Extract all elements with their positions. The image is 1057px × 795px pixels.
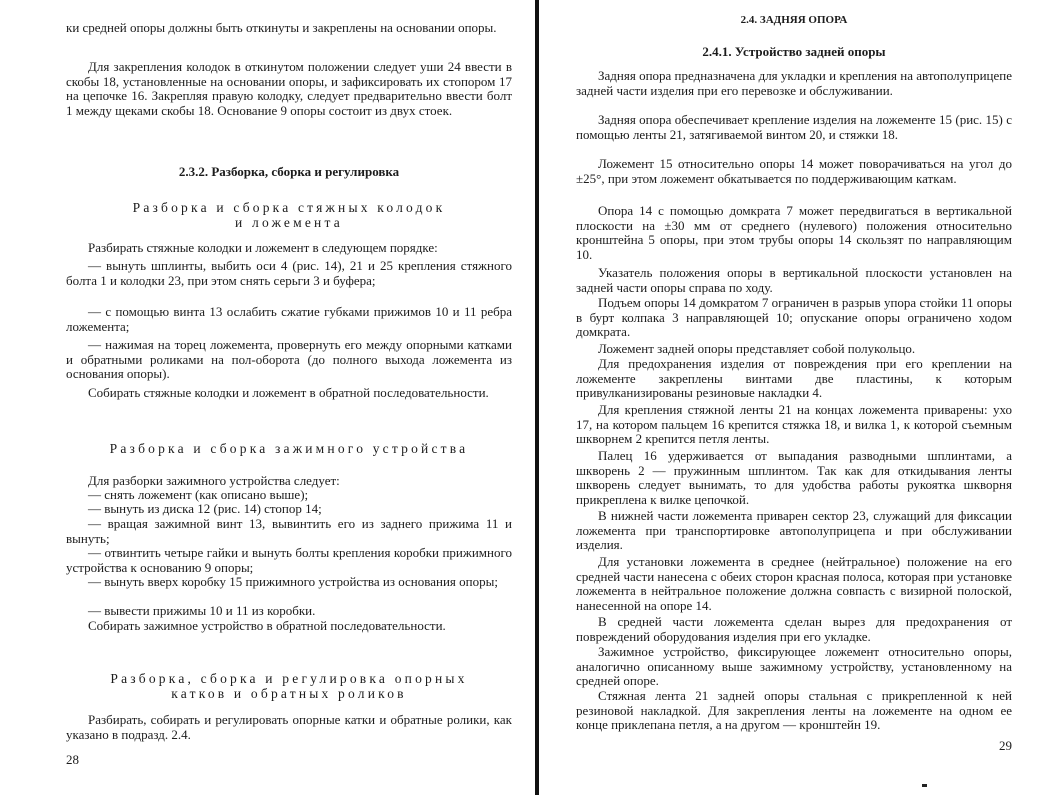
paragraph: Для установки ложемента в среднее (нейтральное) положение на его средней части нанесена с обеих сторон красная полоса, которая при установке ложемента в нейтральное положение должна совпасть с визирной полоской, нанесенной на опоре 14. bbox=[576, 554, 1012, 613]
scan-speck bbox=[922, 784, 927, 787]
paragraph: Опора 14 с помощью домкрата 7 может передвигаться в вертикальной плоскости на ±30 мм от среднего (нулевого) положения относительно кронштейна 5 опоры, при этом трубы опоры 14 скользят по направляющим 10. bbox=[576, 203, 1012, 262]
paragraph: В нижней части ложемента приварен сектор 23, служащий для фиксации ложемента при транспортировке автополуприцепа и при обслуживании изделия. bbox=[576, 508, 1012, 553]
paragraph: Для крепления стяжной ленты 21 на концах ложемента приварены: ухо 17, на котором пальцем 16 крепится стяжка 18, и вилка 1, к которой съемным шкворнем 2 крепится петля ленты. bbox=[576, 402, 1012, 447]
paragraph: Ложемент 15 относительно опоры 14 может поворачиваться на угол до ±25°, при этом ложемент обкатывается по поддерживающим каткам. bbox=[576, 156, 1012, 186]
paragraph: Стяжная лента 21 задней опоры стальная с прикрепленной к ней резиновой накладкой. Для закрепления ленты на ложементе на одном ее конце приклепана петля, а на другом — кронштейн 19. bbox=[576, 688, 1012, 733]
paragraph: Задняя опора предназначена для укладки и крепления на автополуприцепе задней части изделия при его перевозке и обслуживании. bbox=[576, 68, 1012, 98]
section-title: 2.4.1. Устройство задней опоры bbox=[702, 44, 886, 59]
list-item: — вращая зажимной винт 13, вывинтить его из заднего прижима 11 и вынуть; bbox=[66, 516, 512, 546]
list-item: — нажимая на торец ложемента, провернуть его между опорными катками и обратными роликами на пол-оборота (до полного выхода ложемента из основания опоры). bbox=[66, 337, 512, 382]
heading-line: Разборка, сборка и регулировка опорных bbox=[110, 671, 468, 686]
paragraph: Зажимное устройство, фиксирующее ложемент относительно опоры, аналогично описанному выше зажимному устройству, установленному на средней опоре. bbox=[576, 644, 1012, 689]
list-item: — отвинтить четыре гайки и вынуть болты крепления коробки прижимного устройства к основанию 9 опоры; bbox=[66, 545, 512, 575]
list-item: — с помощью винта 13 ослабить сжатие губками прижимов 10 и 11 ребра ложемента; bbox=[66, 304, 512, 334]
heading-line: катков и обратных роликов bbox=[171, 686, 407, 701]
book-spine bbox=[535, 0, 539, 795]
list-item: — вынуть шплинты, выбить оси 4 (рис. 14), 21 и 25 крепления стяжного болта 1 и колодки 23, при этом снять серьги 3 и буфера; bbox=[66, 258, 512, 288]
paragraph: Палец 16 удерживается от выпадания разводными шплинтами, а шкворень 2 — пружинным шплинтом. Так как для откидывания ленты шкворень следует вынимать, то для удобства работы рукоятка шкворня прикреплена к вилке цепочкой. bbox=[576, 448, 1012, 507]
paragraph: Ложемент задней опоры представляет собой полукольцо. bbox=[598, 341, 916, 356]
paragraph: Задняя опора обеспечивает крепление изделия на ложементе 15 (рис. 15) с помощью ленты 21, затягиваемой винтом 20, и стяжки 18. bbox=[576, 112, 1012, 142]
list-item: — вынуть вверх коробку 15 прижимного устройства из основания опоры; bbox=[88, 574, 498, 589]
paragraph: Подъем опоры 14 домкратом 7 ограничен в разрыв упора стойки 11 опоры в бурт колпака 3 направляющей 10; опускание опоры ограничено ходом домкрата. bbox=[576, 295, 1012, 340]
page-number: 28 bbox=[66, 752, 79, 767]
section-title: 2.3.2. Разборка, сборка и регулировка bbox=[178, 164, 400, 179]
heading-line: Разборка и сборка стяжных колодок bbox=[132, 200, 446, 215]
page-number: 29 bbox=[999, 738, 1012, 753]
heading-line: и ложемента bbox=[235, 215, 343, 230]
paragraph: Для предохранения изделия от повреждения при его креплении на ложементе закреплены винтами две пластины, к которым привулканизированы резиновые накладки 4. bbox=[576, 356, 1012, 401]
subsection-heading bbox=[66, 671, 512, 701]
list-item: — вынуть из диска 12 (рис. 14) стопор 14; bbox=[88, 501, 322, 516]
lead-text: Для разборки зажимного устройства следует: bbox=[88, 473, 340, 488]
subsection-heading bbox=[66, 200, 512, 230]
paragraph-continuation: ки средней опоры должны быть откинуты и закреплены на основании опоры. bbox=[66, 20, 497, 35]
paragraph: В средней части ложемента сделан вырез для предохранения от повреждений оборудования изделия при его укладке. bbox=[576, 614, 1012, 644]
closing-text: Собирать зажимное устройство в обратной последовательности. bbox=[88, 618, 446, 633]
chapter-title: 2.4. ЗАДНЯЯ ОПОРА bbox=[740, 14, 848, 26]
list-item: — вывести прижимы 10 и 11 из коробки. bbox=[88, 603, 316, 618]
list-item: — снять ложемент (как описано выше); bbox=[88, 487, 309, 502]
paragraph: Разбирать, собирать и регулировать опорные катки и обратные ролики, как указано в подразд. 2.4. bbox=[66, 712, 512, 742]
subsection-heading: Разборка и сборка зажимного устройства bbox=[109, 441, 469, 456]
paragraph: Для закрепления колодок в откинутом положении следует уши 24 ввести в скобы 18, установленные на основании опоры, и зафиксировать их стопором 17 на цепочке 16. Закрепляя правую колодку, следует предварительно ввести болт 1 между щеками скобы 18. Основание 9 опоры состоит из двух стоек. bbox=[66, 59, 512, 118]
lead-text: Разбирать стяжные колодки и ложемент в следующем порядке: bbox=[88, 240, 438, 255]
closing-text: Собирать стяжные колодки и ложемент в обратной последовательности. bbox=[88, 385, 489, 400]
paragraph: Указатель положения опоры в вертикальной плоскости установлен на задней части опоры справа по ходу. bbox=[576, 265, 1012, 295]
